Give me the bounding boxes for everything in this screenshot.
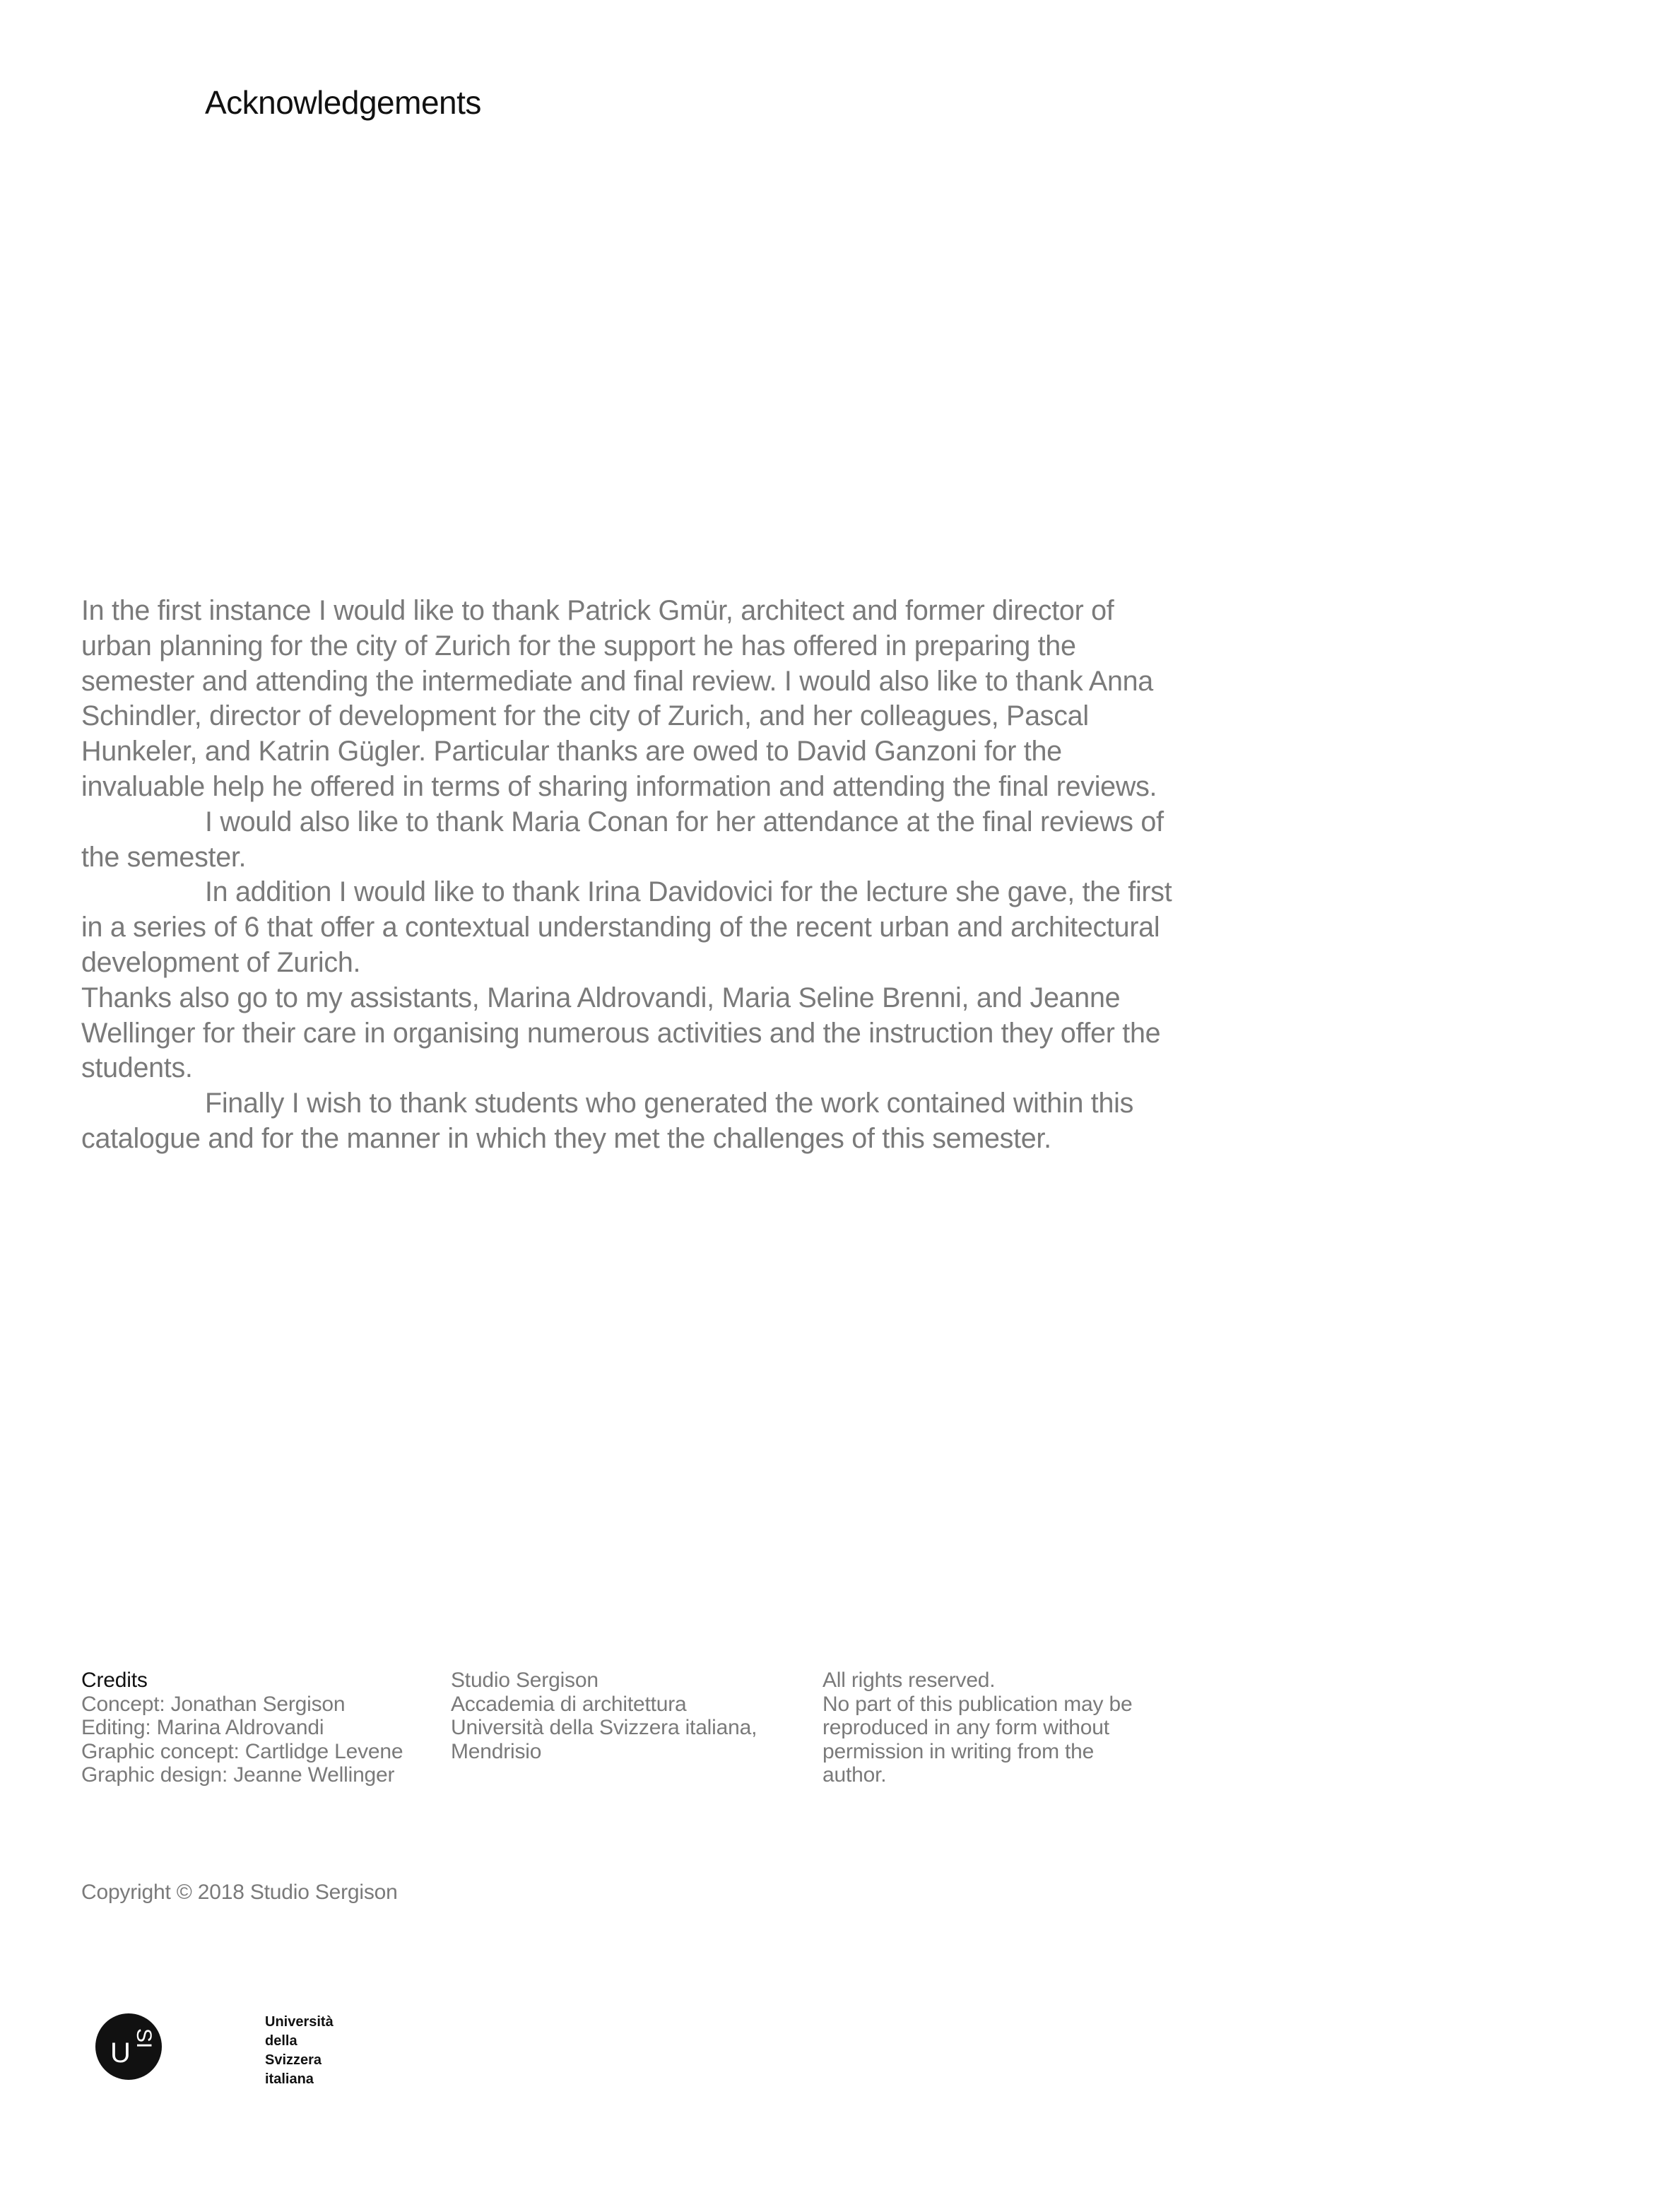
credits-line: Graphic concept: Cartlidge Levene xyxy=(81,1739,403,1763)
credits-line: Editing: Marina Aldrovandi xyxy=(81,1716,324,1739)
credits-line: Graphic design: Jeanne Wellinger xyxy=(81,1763,395,1787)
rights-line: No part of this publication may be xyxy=(822,1692,1133,1716)
credits-line: Concept: Jonathan Sergison xyxy=(81,1692,346,1716)
studio-line: Mendrisio xyxy=(451,1739,542,1763)
logo-letters-si: SI xyxy=(132,2028,155,2049)
studio-line: Studio Sergison xyxy=(451,1669,598,1692)
university-name-line: della xyxy=(265,2033,297,2049)
rights-line: reproduced in any form without xyxy=(822,1716,1109,1739)
logo-letter-u: U xyxy=(110,2037,131,2069)
rights-line: author. xyxy=(822,1763,887,1787)
university-name-line: Università xyxy=(265,2014,334,2030)
studio-line: Accademia di architettura xyxy=(451,1692,687,1716)
credits-column xyxy=(81,1669,403,1787)
acknowledgements-body xyxy=(81,594,1184,1157)
university-name-line: italiana xyxy=(265,2071,314,2087)
copyright-notice: Copyright © 2018 Studio Sergison xyxy=(81,1881,398,1904)
paragraph-5: Finally I wish to thank students who generated the work contained within this catalogue and for the manner in which they met the challenges of this semester. xyxy=(81,1088,1134,1154)
paragraph-1: In the first instance I would like to thank Patrick Gmür, architect and former director of urban planning for the city of Zurich for the support he has offered in preparing the semester and attending the intermediate and final review. I would also like to thank Anna Schindler, director of development for the city of Zurich, and her colleagues, Pascal Hunkeler, and Katrin Gügler. Particular thanks are owed to David Ganzoni for the invaluable help he offered in terms of sharing information and attending the final reviews. xyxy=(81,595,1157,802)
paragraph-3: In addition I would like to thank Irina Davidovici for the lecture she gave, the first in a series of 6 that offer a contextual understanding of the recent urban and architectural development of Zurich. xyxy=(81,876,1172,978)
studio-column xyxy=(451,1669,757,1763)
university-name-line: Svizzera xyxy=(265,2052,322,2068)
rights-column xyxy=(822,1669,1132,1787)
usi-logo-icon xyxy=(95,2013,163,2081)
page-title: Acknowledgements xyxy=(205,84,481,121)
paragraph-4: Thanks also go to my assistants, Marina Aldrovandi, Maria Seline Brenni, and Jeanne Wellinger for their care in organising numerous activities and the instruction they offer the students. xyxy=(81,982,1161,1084)
rights-line: permission in writing from the xyxy=(822,1739,1095,1763)
paragraph-2: I would also like to thank Maria Conan for her attendance at the final reviews of the semester. xyxy=(81,806,1164,873)
rights-line: All rights reserved. xyxy=(822,1669,996,1692)
studio-line: Università della Svizzera italiana, xyxy=(451,1716,757,1739)
university-name xyxy=(265,2013,334,2089)
credits-title: Credits xyxy=(81,1669,148,1692)
